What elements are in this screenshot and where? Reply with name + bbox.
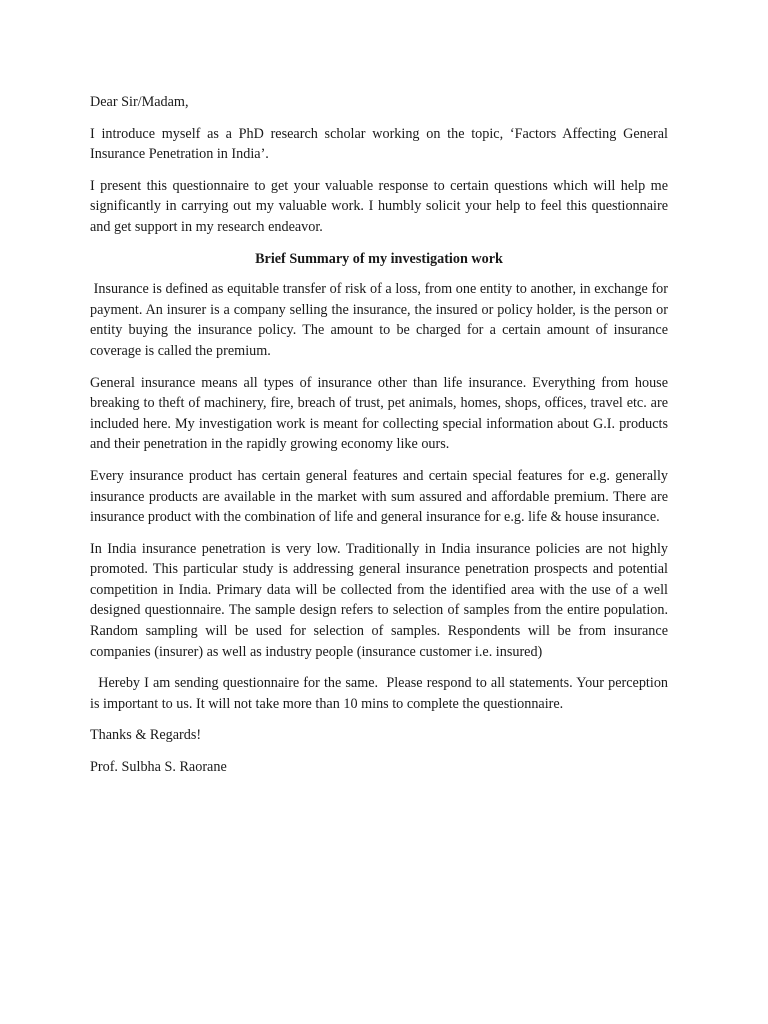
summary-paragraph-insurance-definition: Insurance is defined as equitable transfer of risk of a loss, from one entity to another, in exchange for payment. An insurer is a company selling the insurance, the insured or policy holder, is the person or entity buying the insurance policy. The amount to be charged for a certain amount of insurance coverage is called the premium. xyxy=(90,281,672,359)
closing: Thanks & Regards! xyxy=(90,727,202,744)
summary-paragraph-product-features: Every insurance product has certain general features and certain special features for e.g. generally insurance products are available in the market with sum assured and affordable premium. There are insurance product with the combination of life and general insurance for e.g. life & house insurance. xyxy=(90,467,668,526)
salutation: Dear Sir/Madam, xyxy=(90,94,189,110)
summary-paragraph-request: Hereby I am sending questionnaire for the same. Please respond to all statements. Your perception is important to us. It will not take more than 10 mins to complete the questionnaire. xyxy=(90,675,672,712)
summary-paragraph-penetration-study: In India insurance penetration is very low. Traditionally in India insurance policies are not highly promoted. This particular study is addressing general insurance penetration prospects and potential competition in India. Primary data will be collected from the identified area with the use of a well designed questionnaire. The sample design refers to selection of samples from the entire population. Random sampling will be used for selection of samples. Respondents will be from insurance companies (insurer) as well as industry people (insurance customer i.e. insured) xyxy=(90,540,668,660)
letter-body xyxy=(90,92,672,789)
summary-paragraph-general-insurance: General insurance means all types of insurance other than life insurance. Everything from house breaking to theft of machinery, fire, breach of trust, pet animals, homes, shops, offices, travel etc. are included here. My investigation work is meant for collecting special information about G.I. products and their penetration in the rapidly growing economy like ours. xyxy=(90,374,668,453)
summary-heading: Brief Summary of my investigation work xyxy=(255,250,503,267)
signature: Prof. Sulbha S. Raorane xyxy=(90,759,227,776)
intro-paragraph: I introduce myself as a PhD research scholar working on the topic, ‘Factors Affecting General Insurance Penetration in India’. xyxy=(90,125,668,163)
purpose-paragraph: I present this questionnaire to get your valuable response to certain questions which will help me significantly in carrying out my valuable work. I humbly solicit your help to feel this questionnaire and get support in my research endeavor. xyxy=(90,177,668,235)
